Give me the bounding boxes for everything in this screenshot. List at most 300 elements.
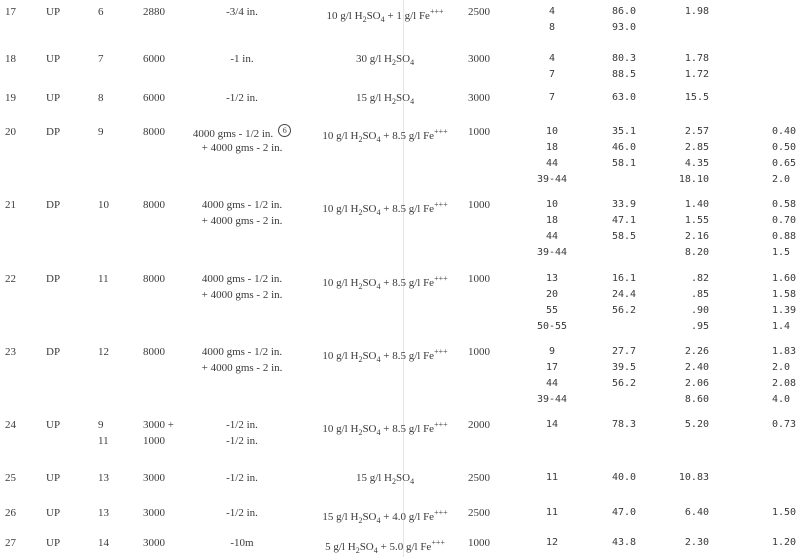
particle-size-cell	[172, 90, 312, 106]
consumption-value: .82	[690, 273, 709, 284]
run-number: 21	[5, 199, 16, 211]
solution-part: SO	[362, 350, 377, 362]
particle-size-cell	[172, 505, 312, 521]
particle-size-text: -3/4 in.	[226, 6, 258, 18]
consumption-value: 2.06	[684, 378, 709, 389]
particle-size	[172, 433, 312, 449]
footnote-circle-icon: 6	[278, 124, 291, 137]
leach-solution	[310, 197, 460, 221]
consumption-value-cell	[665, 4, 709, 20]
particle-size	[172, 360, 312, 376]
sample-weight-cell	[143, 51, 165, 67]
days-value: 18	[545, 142, 559, 153]
solution-part: SO	[359, 541, 374, 553]
solution-part: 4	[410, 477, 415, 486]
test-type: UP	[46, 92, 61, 104]
leach-solution	[310, 535, 460, 559]
particle-size-text: + 4000 gms - 2 in.	[201, 289, 283, 301]
secondary-value: 0.40	[772, 126, 797, 137]
secondary-value: 0.65	[772, 158, 797, 169]
test-type: UP	[46, 6, 61, 18]
secondary-value: 2.08	[772, 378, 797, 389]
run-number: 23	[5, 346, 16, 358]
solution-part: 10 g/l H	[322, 203, 359, 215]
days-value: 50-55	[536, 321, 568, 332]
consumption-value: 2.16	[684, 231, 709, 242]
solution-part: +++	[434, 420, 448, 429]
secondary-value-cell	[772, 271, 796, 335]
particle-size-cell	[172, 51, 312, 67]
test-type: UP	[46, 472, 61, 484]
solution-part: + 8.5 g/l Fe	[380, 203, 435, 215]
percent-extraction-cell	[612, 271, 636, 319]
days-value: 10	[545, 199, 559, 210]
rate-value: 3000	[468, 53, 490, 65]
percent-extraction: 24.4	[612, 289, 637, 300]
particle-size-text: -1/2 in.	[226, 435, 258, 447]
sample-weight-cell	[143, 197, 165, 213]
run-number: 17	[5, 6, 16, 18]
solution-part: + 5.0 g/l Fe	[377, 541, 432, 553]
sample-number: 13	[98, 507, 109, 519]
days-value-cell	[530, 535, 574, 551]
sample-number: 11	[98, 273, 109, 285]
solution-part: 10 g/l H	[322, 277, 359, 289]
solution-part: SO	[396, 472, 411, 484]
rate-value: 1000	[468, 199, 490, 211]
sample-weight-cell	[143, 417, 174, 449]
sample-weight: 2880	[143, 6, 165, 18]
leach-solution	[310, 90, 460, 110]
sample-weight-cell	[143, 470, 165, 486]
test-type: DP	[46, 126, 61, 138]
sample-weight: 8000	[143, 273, 165, 285]
secondary-value: 0.70	[772, 215, 797, 226]
percent-extraction-cell	[612, 470, 636, 486]
solution-part: + 8.5 g/l Fe	[380, 350, 435, 362]
secondary-value-cell	[772, 505, 796, 521]
solution-part: 4	[376, 516, 381, 525]
days-value: 44	[545, 231, 559, 242]
solution-part: + 1 g/l Fe	[384, 10, 430, 22]
percent-extraction: 16.1	[612, 273, 637, 284]
percent-extraction: 46.0	[612, 142, 637, 153]
consumption-value: 8.20	[684, 247, 709, 258]
consumption-value: 10.83	[678, 472, 709, 483]
percent-extraction-cell	[612, 535, 636, 551]
percent-extraction: 58.1	[612, 158, 637, 169]
particle-size	[172, 505, 312, 521]
days-value-cell	[530, 124, 574, 188]
particle-size-text: + 4000 gms - 2 in.	[201, 142, 283, 154]
secondary-value: 1.4	[772, 321, 791, 332]
percent-extraction: 93.0	[612, 22, 637, 33]
percent-extraction: 40.0	[612, 472, 637, 483]
rate-value: 1000	[468, 346, 490, 358]
test-type: DP	[46, 273, 61, 285]
leach-solution	[310, 417, 460, 441]
percent-extraction: 27.7	[612, 346, 637, 357]
days-value-cell	[530, 51, 574, 83]
solution-part: SO	[362, 511, 377, 523]
consumption-value-cell	[665, 505, 709, 521]
solution-part: +++	[434, 200, 448, 209]
percent-extraction: 35.1	[612, 126, 637, 137]
percent-extraction: 56.2	[612, 378, 637, 389]
secondary-value: 1.20	[772, 537, 797, 548]
sample-number: 13	[98, 472, 109, 484]
particle-size-text: + 4000 gms - 2 in.	[201, 215, 283, 227]
solution-part: 2	[358, 282, 363, 291]
consumption-value: 1.55	[684, 215, 709, 226]
solution-part: + 4.0 g/l Fe	[380, 511, 435, 523]
consumption-value: 4.35	[684, 158, 709, 169]
secondary-value-cell	[772, 344, 796, 408]
days-value-cell	[530, 417, 574, 433]
rate-value: 3000	[468, 92, 490, 104]
sample-number-cell	[98, 271, 114, 287]
solution-part: 4	[380, 15, 385, 24]
consumption-value: 6.40	[684, 507, 709, 518]
consumption-value-cell	[665, 417, 709, 433]
consumption-value: 8.60	[684, 394, 709, 405]
days-value: 17	[545, 362, 559, 373]
particle-size-text: -1/2 in.	[226, 92, 258, 104]
particle-size-text: 4000 gms - 1/2 in.	[201, 199, 283, 211]
sample-weight: 3000	[143, 472, 165, 484]
leach-solution	[310, 124, 460, 148]
particle-size	[172, 197, 312, 213]
rate-value: 2500	[468, 507, 490, 519]
percent-extraction: 78.3	[612, 419, 637, 430]
consumption-value-cell	[665, 535, 709, 551]
solution-part: 10 g/l H	[326, 10, 363, 22]
particle-size	[172, 140, 312, 156]
percent-extraction-cell	[612, 417, 636, 433]
days-value: 39-44	[536, 247, 568, 258]
sample-number-cell	[98, 505, 114, 521]
consumption-value: 2.26	[684, 346, 709, 357]
days-value: 14	[545, 419, 559, 430]
solution-part: 15 g/l H	[322, 511, 359, 523]
days-value: 11	[545, 472, 559, 483]
sample-number-cell	[98, 470, 114, 486]
percent-extraction-cell	[612, 124, 636, 172]
consumption-value: 2.40	[684, 362, 709, 373]
percent-extraction: 43.8	[612, 537, 637, 548]
solution-part: + 8.5 g/l Fe	[380, 423, 435, 435]
consumption-value-cell	[665, 51, 709, 83]
percent-extraction: 39.5	[612, 362, 637, 373]
leach-solution	[310, 4, 460, 28]
consumption-value: 1.78	[684, 53, 709, 64]
percent-extraction: 88.5	[612, 69, 637, 80]
solution-part: 2	[392, 58, 396, 67]
solution-part: SO	[362, 130, 377, 142]
particle-size	[172, 470, 312, 486]
consumption-value: 1.40	[684, 199, 709, 210]
secondary-value: 2.0	[772, 362, 791, 373]
solution-part: +++	[434, 127, 448, 136]
sample-weight: 1000	[143, 435, 165, 447]
days-value: 11	[545, 507, 559, 518]
percent-extraction: 47.0	[612, 507, 637, 518]
run-number: 27	[5, 537, 16, 549]
sample-number: 8	[98, 92, 104, 104]
days-value: 7	[548, 69, 556, 80]
solution-part: 4	[376, 428, 381, 437]
secondary-value: 1.5	[772, 247, 791, 258]
solution-part: SO	[396, 92, 411, 104]
particle-size	[172, 271, 312, 287]
solution-part: 4	[376, 355, 381, 364]
solution-part: 10 g/l H	[322, 130, 359, 142]
test-type: DP	[46, 346, 61, 358]
leach-solution	[310, 470, 460, 490]
sample-weight-cell	[143, 124, 165, 140]
sample-weight: 3000	[143, 507, 165, 519]
sample-weight: 6000	[143, 92, 165, 104]
days-value: 44	[545, 158, 559, 169]
sample-number: 9	[98, 419, 104, 431]
rate-value: 2500	[468, 6, 490, 18]
solution-part: +++	[431, 538, 445, 547]
consumption-value: 1.72	[684, 69, 709, 80]
solution-part: 15 g/l H	[355, 472, 392, 484]
particle-size-cell	[172, 470, 312, 486]
test-type: UP	[46, 507, 61, 519]
particle-size-text: -1/2 in.	[226, 472, 258, 484]
solution-part: 2	[362, 15, 367, 24]
sample-weight-cell	[143, 344, 165, 360]
particle-size	[172, 535, 312, 551]
days-value: 4	[548, 53, 556, 64]
solution-part: 2	[392, 97, 396, 106]
sample-number-cell	[98, 417, 114, 449]
particle-size-cell	[172, 271, 312, 303]
rate-value: 1000	[468, 537, 490, 549]
run-number: 22	[5, 273, 16, 285]
solution-part: + 8.5 g/l Fe	[380, 277, 435, 289]
days-value: 7	[548, 92, 556, 103]
percent-extraction-cell	[612, 4, 636, 36]
particle-size	[172, 124, 312, 140]
particle-size-text: -10m	[230, 537, 254, 549]
consumption-value-cell	[665, 90, 709, 106]
secondary-value: 4.0	[772, 394, 791, 405]
sample-number: 7	[98, 53, 104, 65]
consumption-value: 5.20	[684, 419, 709, 430]
days-value: 39-44	[536, 174, 568, 185]
consumption-value: .95	[690, 321, 709, 332]
sample-weight-cell	[143, 4, 165, 20]
rate-value: 2500	[468, 472, 490, 484]
rate-value: 1000	[468, 126, 490, 138]
secondary-value-cell	[772, 197, 796, 261]
consumption-value: .85	[690, 289, 709, 300]
secondary-value-cell	[772, 417, 796, 433]
particle-size	[172, 287, 312, 303]
solution-part: 2	[392, 477, 396, 486]
sample-number-cell	[98, 197, 114, 213]
solution-part: 10 g/l H	[322, 423, 359, 435]
solution-part: SO	[362, 277, 377, 289]
secondary-value-cell	[772, 535, 796, 551]
days-value-cell	[530, 197, 574, 261]
test-type: DP	[46, 199, 61, 211]
consumption-value: 1.98	[684, 6, 709, 17]
sample-number: 6	[98, 6, 104, 18]
particle-size-cell	[172, 535, 312, 551]
test-type: UP	[46, 53, 61, 65]
solution-part: +++	[434, 347, 448, 356]
consumption-value-cell	[665, 124, 709, 188]
percent-extraction: 56.2	[612, 305, 637, 316]
sample-number-cell	[98, 535, 114, 551]
solution-part: SO	[396, 53, 411, 65]
consumption-value-cell	[665, 271, 709, 335]
sample-weight-cell	[143, 90, 165, 106]
particle-size-cell	[172, 197, 312, 229]
solution-part: 2	[358, 428, 363, 437]
consumption-value: 15.5	[684, 92, 709, 103]
rate-value: 1000	[468, 273, 490, 285]
sample-weight-cell	[143, 505, 165, 521]
secondary-value: 0.50	[772, 142, 797, 153]
percent-extraction: 33.9	[612, 199, 637, 210]
particle-size-text: 4000 gms - 1/2 in.	[201, 273, 283, 285]
solution-part: 15 g/l H	[355, 92, 392, 104]
sample-number: 9	[98, 126, 104, 138]
secondary-value: 1.60	[772, 273, 797, 284]
solution-part: +++	[429, 7, 444, 16]
sample-weight: 8000	[143, 126, 165, 138]
particle-size	[172, 344, 312, 360]
run-number: 25	[5, 472, 16, 484]
test-type: UP	[46, 419, 61, 431]
run-number: 26	[5, 507, 16, 519]
consumption-value-cell	[665, 344, 709, 408]
consumption-value: 18.10	[678, 174, 709, 185]
secondary-value: 0.73	[772, 419, 797, 430]
percent-extraction: 63.0	[612, 92, 637, 103]
solution-part: 10 g/l H	[322, 350, 359, 362]
days-value-cell	[530, 4, 574, 36]
leach-solution	[310, 271, 460, 295]
solution-part: 4	[410, 97, 415, 106]
solution-part: 2	[358, 135, 363, 144]
sample-weight-cell	[143, 271, 165, 287]
secondary-value: 1.83	[772, 346, 797, 357]
sample-number: 14	[98, 537, 109, 549]
days-value: 10	[545, 126, 559, 137]
consumption-value-cell	[665, 470, 709, 486]
secondary-value: 0.58	[772, 199, 797, 210]
solution-part: SO	[362, 203, 377, 215]
particle-size	[172, 213, 312, 229]
particle-size-text: + 4000 gms - 2 in.	[201, 362, 283, 374]
percent-extraction-cell	[612, 51, 636, 83]
solution-part: 2	[358, 208, 363, 217]
sample-weight: 3000 +	[143, 419, 174, 431]
sample-number-cell	[98, 51, 114, 67]
particle-size	[172, 4, 312, 20]
particle-size-cell	[172, 344, 312, 376]
days-value: 12	[545, 537, 559, 548]
secondary-value: 1.50	[772, 507, 797, 518]
days-value-cell	[530, 470, 574, 486]
solution-part: 2	[358, 355, 363, 364]
days-value: 8	[548, 22, 556, 33]
particle-size-cell	[172, 4, 312, 20]
percent-extraction: 47.1	[612, 215, 637, 226]
solution-part: 4	[376, 282, 381, 291]
solution-part: +++	[434, 508, 448, 517]
sample-number-cell	[98, 124, 114, 140]
days-value: 44	[545, 378, 559, 389]
sample-number-cell	[98, 4, 114, 20]
leach-solution	[310, 51, 460, 71]
solution-part: SO	[362, 423, 377, 435]
particle-size-text: 4000 gms - 1/2 in.	[201, 346, 283, 358]
percent-extraction: 80.3	[612, 53, 637, 64]
solution-part: SO	[366, 10, 381, 22]
consumption-value: 2.57	[684, 126, 709, 137]
secondary-value: 1.58	[772, 289, 797, 300]
sample-number: 11	[98, 435, 109, 447]
particle-size-cell	[172, 124, 312, 156]
days-value: 18	[545, 215, 559, 226]
sample-number: 12	[98, 346, 109, 358]
days-value-cell	[530, 271, 574, 335]
particle-size-text: -1/2 in.	[226, 507, 258, 519]
days-value-cell	[530, 505, 574, 521]
percent-extraction-cell	[612, 197, 636, 245]
test-type: UP	[46, 537, 61, 549]
solution-part: 4	[376, 208, 381, 217]
consumption-value: 2.30	[684, 537, 709, 548]
percent-extraction-cell	[612, 505, 636, 521]
days-value: 55	[545, 305, 559, 316]
leach-solution	[310, 344, 460, 368]
leach-solution	[310, 505, 460, 529]
sample-number-cell	[98, 90, 114, 106]
percent-extraction: 58.5	[612, 231, 637, 242]
rate-value: 2000	[468, 419, 490, 431]
consumption-value: .90	[690, 305, 709, 316]
sample-weight: 8000	[143, 199, 165, 211]
sample-weight: 6000	[143, 53, 165, 65]
solution-part: + 8.5 g/l Fe	[380, 130, 435, 142]
solution-part: 2	[355, 546, 360, 555]
days-value: 4	[548, 6, 556, 17]
consumption-value-cell	[665, 197, 709, 261]
solution-part: +++	[434, 274, 448, 283]
secondary-value-cell	[772, 124, 796, 188]
secondary-value: 2.0	[772, 174, 791, 185]
days-value: 13	[545, 273, 559, 284]
consumption-value: 2.85	[684, 142, 709, 153]
secondary-value: 0.88	[772, 231, 797, 242]
days-value: 39-44	[536, 394, 568, 405]
particle-size-cell	[172, 417, 312, 449]
percent-extraction: 86.0	[612, 6, 637, 17]
solution-part: 5 g/l H	[325, 541, 356, 553]
solution-part: 4	[410, 58, 415, 67]
days-value-cell	[530, 344, 574, 408]
sample-weight: 8000	[143, 346, 165, 358]
percent-extraction-cell	[612, 90, 636, 106]
